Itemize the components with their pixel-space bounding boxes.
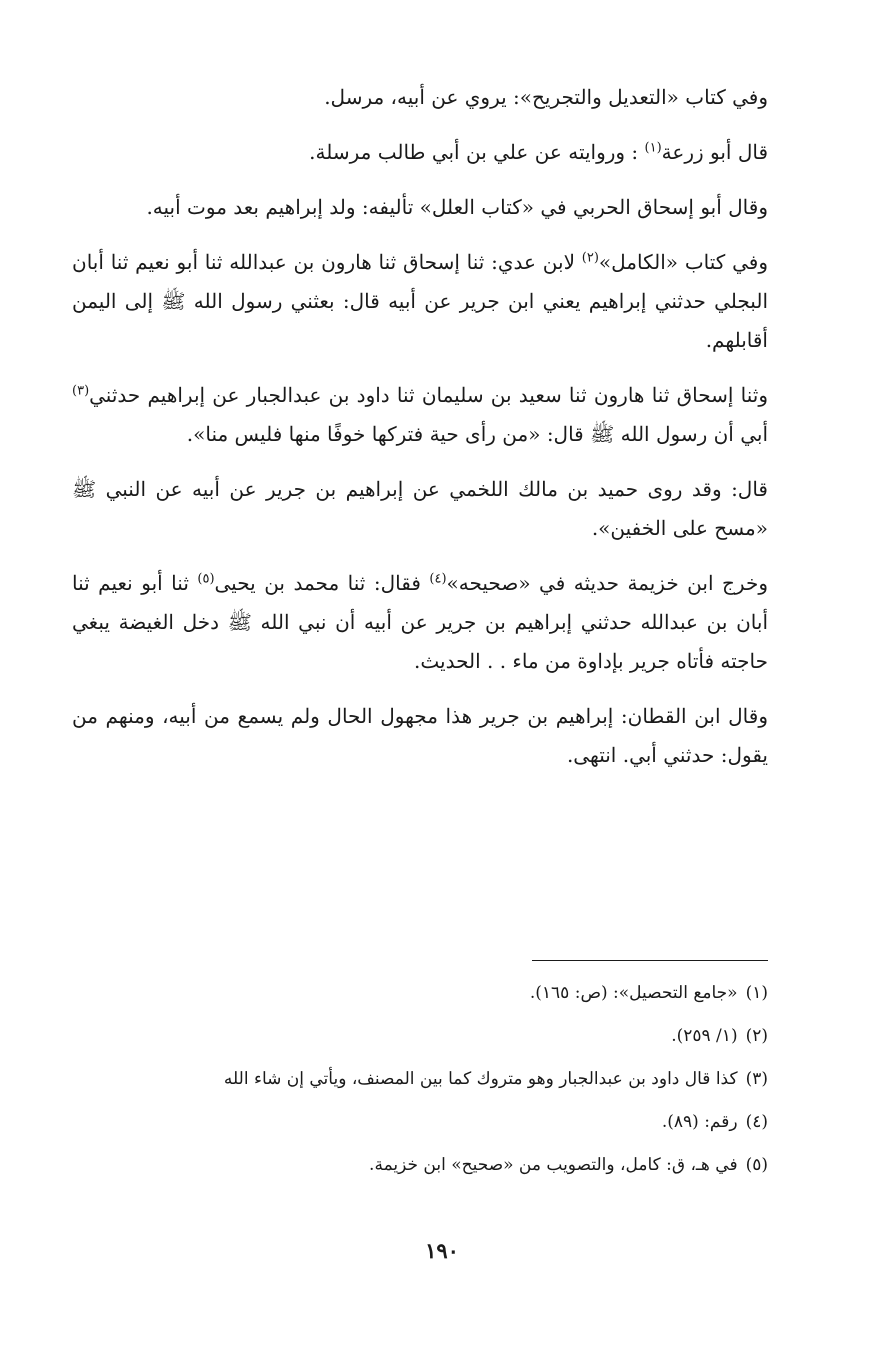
text-run: ثنا أبو نعيم ثنا أبان بن عبدالله حدثني إبراهيم بن جرير عن أبيه أن نبي الله ﷺ دخل الغيضة يبغي حاجته فأتاه جرير بإداوة من ماء . . الحديث.	[72, 571, 768, 673]
footnote-text: في هـ، ق: كامل، والتصويب من «صحيح» ابن خزيمة.	[369, 1155, 738, 1175]
footnote-text: (١/ ٢٥٩).	[671, 1026, 738, 1046]
page-number: ١٩٠	[425, 1238, 459, 1263]
paragraph-3	[72, 188, 768, 227]
footnote-separator	[532, 960, 768, 961]
footnote-list	[72, 972, 768, 1187]
text-run: : وروايته عن علي بن أبي طالب مرسلة.	[309, 140, 645, 164]
footnote-5	[72, 1144, 768, 1187]
text-run: وفي كتاب «الكامل»	[598, 250, 768, 274]
text-run: وقال أبو إسحاق الحربي في «كتاب العلل» تأليفه: ولد إبراهيم بعد موت أبيه.	[146, 195, 768, 219]
text-run: وثنا إسحاق ثنا هارون ثنا سعيد بن سليمان ثنا داود بن عبدالجبار عن إبراهيم حدثني	[89, 383, 768, 407]
text-run: وقال ابن القطان: إبراهيم بن جرير هذا مجهول الحال ولم يسمع من أبيه، ومنهم من يقول: حدثني أبي. انتهى.	[72, 704, 768, 767]
footnote-4	[72, 1101, 768, 1144]
text-run: لابن عدي: ثنا إسحاق ثنا هارون بن عبدالله ثنا أبو نعيم ثنا أبان البجلي حدثني إبراهيم يعني ابن جرير عن أبيه قال: بعثني رسول الله ﷺ إلى اليمن أقابلهم.	[72, 250, 768, 352]
paragraph-4	[72, 243, 768, 360]
footnote-1	[72, 972, 768, 1015]
paragraph-5	[72, 376, 768, 454]
footnote-ref-1: (١)	[644, 140, 662, 156]
footnote-number: (١)	[745, 983, 768, 1003]
footnote-ref-2: (٢)	[581, 250, 599, 266]
text-run: قال: وقد روى حميد بن مالك اللخمي عن إبراهيم بن جرير عن أبيه عن النبي ﷺ «مسح على الخفين».	[72, 477, 768, 540]
paragraph-2	[72, 133, 768, 172]
footnote-text: رقم: (٨٩).	[661, 1112, 738, 1132]
footnote-ref-3: (٣)	[72, 383, 90, 399]
footnote-number: (٣)	[745, 1069, 768, 1089]
footnote-3	[72, 1058, 768, 1101]
text-run: فقال: ثنا محمد بن يحيى	[214, 571, 430, 595]
text-run: أبي أن رسول الله ﷺ قال: «من رأى حية فتركها خوفًا منها فليس منا».	[186, 422, 768, 446]
footnote-ref-4: (٤)	[429, 571, 447, 587]
footnote-2	[72, 1015, 768, 1058]
footnote-ref-5: (٥)	[197, 571, 215, 587]
paragraph-7	[72, 564, 768, 681]
text-run: وخرج ابن خزيمة حديثه في «صحيحه»	[446, 571, 768, 595]
footnote-number: (٥)	[745, 1155, 768, 1175]
footnote-number: (٤)	[745, 1112, 768, 1132]
footnote-text: «جامع التحصيل»: (ص: ١٦٥).	[529, 983, 738, 1003]
paragraph-6	[72, 470, 768, 548]
paragraph-8	[72, 697, 768, 775]
paragraph-1	[72, 78, 768, 117]
main-text	[72, 78, 768, 791]
text-run: وفي كتاب «التعديل والتجريح»: يروي عن أبيه، مرسل.	[324, 85, 768, 109]
footnote-text: كذا قال داود بن عبدالجبار وهو متروك كما بين المصنف، ويأتي إن شاء الله	[223, 1069, 738, 1089]
text-run: قال أبو زرعة	[661, 140, 768, 164]
footnote-number: (٢)	[745, 1026, 768, 1046]
